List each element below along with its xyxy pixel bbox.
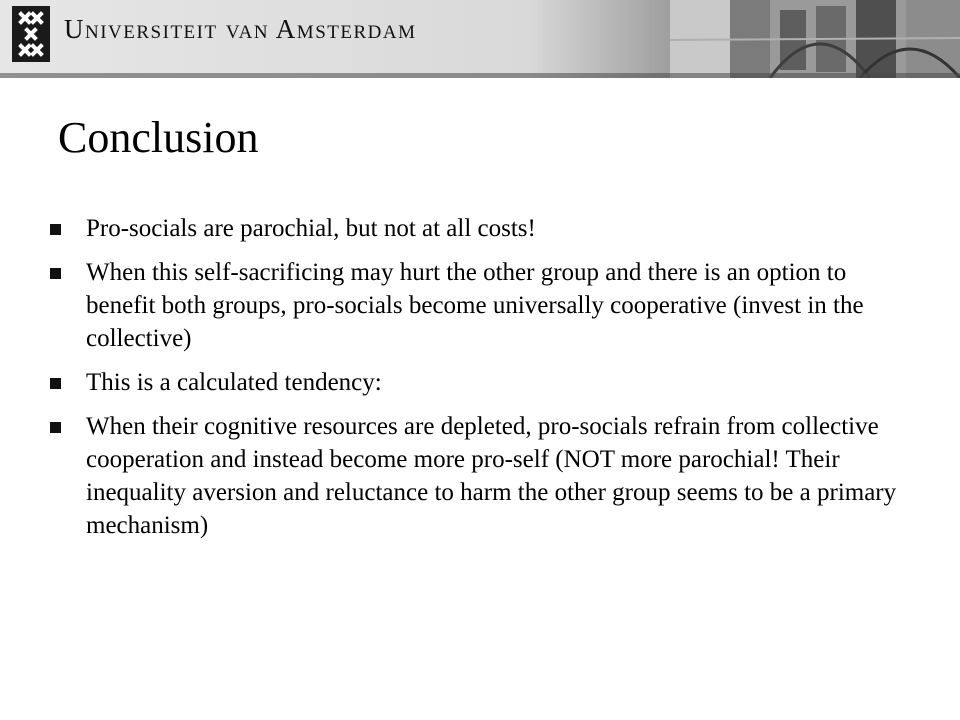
bullet-item	[48, 256, 910, 355]
bullet-text: Pro-socials are parochial, but not at all costs!	[86, 215, 536, 242]
header-banner	[0, 0, 960, 78]
square-bullet-icon	[50, 378, 61, 389]
bullet-text: When their cognitive resources are depleted, pro-socials refrain from collective cooperation and instead become more pro-self (NOT more parochial! Their inequality aversion and reluctance to harm the other group seems to be a primary mechanism)	[86, 413, 897, 539]
bullet-item	[48, 410, 910, 542]
bullet-list	[48, 212, 910, 553]
university-name: Universiteit van Amsterdam	[64, 14, 417, 44]
square-bullet-icon	[50, 224, 61, 235]
bullet-item	[48, 212, 910, 245]
building-photo	[670, 0, 960, 78]
bullet-item	[48, 366, 910, 399]
header-divider	[0, 73, 960, 78]
square-bullet-icon	[50, 422, 61, 433]
bullet-text: When this self-sacrificing may hurt the other group and there is an option to benefit both groups, pro-socials become universally cooperative (invest in the collective)	[86, 259, 864, 352]
slide-title: Conclusion	[58, 113, 259, 162]
square-bullet-icon	[50, 268, 61, 279]
uva-logo-icon	[12, 6, 50, 62]
bullet-text: This is a calculated tendency:	[86, 369, 382, 396]
